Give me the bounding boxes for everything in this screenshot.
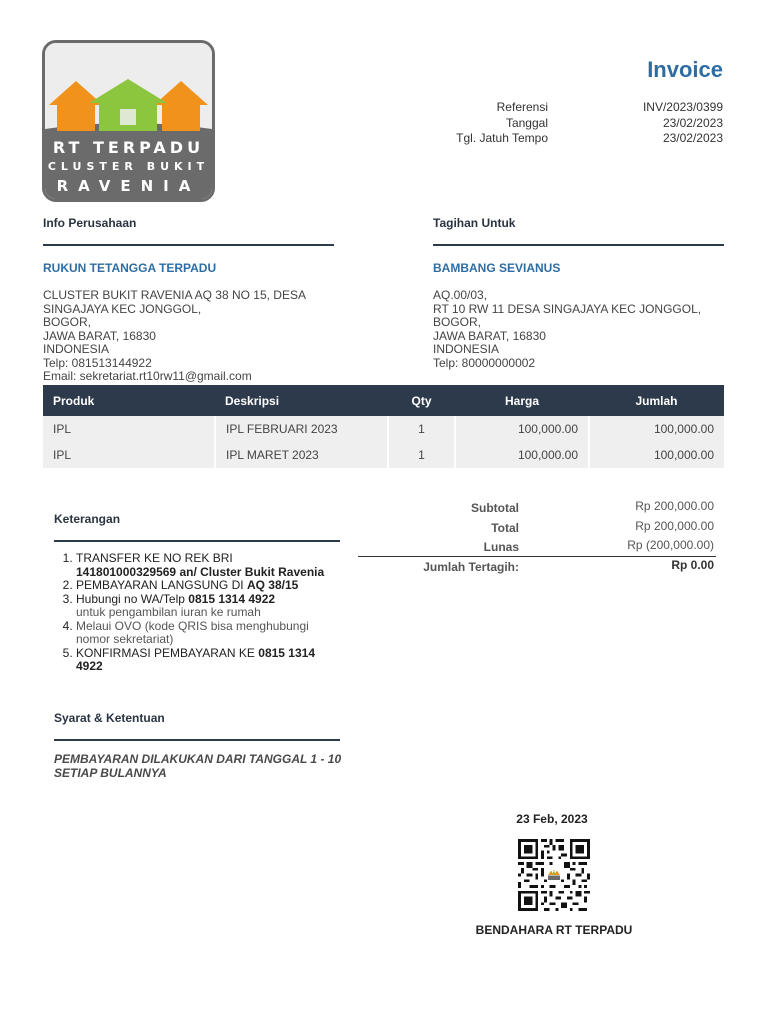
cell-qty: 1 bbox=[388, 416, 455, 442]
logo-line1: RT TERPADU bbox=[52, 138, 205, 157]
signature-date: 23 Feb, 2023 bbox=[516, 812, 588, 826]
company-address: CLUSTER BUKIT RAVENIA AQ 38 NO 15, DESA SINGAJAYA KEC JONGGOL, BOGOR, JAWA BARAT, 16830 INDONESIA Telp: 081513144922 Email: sekretariat.rt10rw11@gmail.com bbox=[43, 288, 306, 383]
terms-title: Syarat & Ketentuan bbox=[54, 711, 165, 725]
notes-title: Keterangan bbox=[54, 512, 121, 526]
company-name: RUKUN TETANGGA TERPADU bbox=[43, 261, 217, 275]
terms-divider bbox=[54, 739, 340, 741]
invoice-meta-values bbox=[643, 100, 723, 147]
customer-address: AQ.00/03, RT 10 RW 11 DESA SINGAJAYA KEC JONGGOL, BOGOR, JAWA BARAT, 16830 INDONESIA Telp: 80000000002 bbox=[433, 288, 702, 370]
totals-block bbox=[358, 497, 716, 575]
col-description: Deskripsi bbox=[215, 385, 388, 416]
date-label: Tanggal bbox=[505, 115, 548, 130]
logo-line2: CLUSTER BUKIT bbox=[47, 160, 210, 173]
cell-qty: 1 bbox=[388, 442, 455, 468]
list-item bbox=[76, 579, 341, 593]
list-item bbox=[76, 593, 341, 620]
phone-number: 0815 1314 4922 bbox=[188, 591, 276, 606]
list-item bbox=[76, 647, 341, 674]
subtotal-value: Rp 200,000.00 bbox=[635, 499, 714, 513]
paid-row bbox=[358, 536, 716, 556]
address-code: AQ 38/15 bbox=[246, 578, 299, 592]
confirm-phone-number: 0815 1314 4922 bbox=[76, 645, 315, 673]
note-text: TRANSFER KE NO REK BRI bbox=[76, 551, 233, 565]
customer-name: BAMBANG SEVIANUS bbox=[433, 261, 561, 275]
items-table bbox=[43, 385, 724, 468]
note-text: PEMBAYARAN LANGSUNG DI bbox=[76, 578, 247, 592]
note-text: KONFIRMASI PEMBAYARAN KE bbox=[76, 645, 259, 660]
cell-description: IPL FEBRUARI 2023 bbox=[215, 416, 388, 442]
bill-to-section-title: Tagihan Untuk bbox=[433, 216, 516, 230]
cell-amount: 100,000.00 bbox=[589, 416, 724, 442]
company-divider bbox=[43, 244, 334, 246]
subtotal-row bbox=[358, 497, 716, 517]
invoice-title: Invoice bbox=[647, 57, 723, 82]
cell-amount: 100,000.00 bbox=[589, 442, 724, 468]
notes-list bbox=[76, 552, 341, 674]
list-item bbox=[76, 620, 341, 647]
table-header-row bbox=[43, 385, 724, 416]
amount-due-value: Rp 0.00 bbox=[671, 557, 714, 572]
total-label: Total bbox=[491, 520, 519, 535]
terms-text: PEMBAYARAN DILAKUKAN DARI TANGGAL 1 - 10 SETIAP BULANNYA bbox=[54, 752, 342, 780]
table-row bbox=[43, 416, 724, 442]
note-subtext: untuk pengambilan iuran ke rumah bbox=[76, 605, 261, 619]
col-price: Harga bbox=[455, 385, 589, 416]
cell-description: IPL MARET 2023 bbox=[215, 442, 388, 468]
notes-divider bbox=[54, 540, 340, 542]
cell-price: 100,000.00 bbox=[455, 442, 589, 468]
col-product: Produk bbox=[43, 385, 215, 416]
paid-label: Lunas bbox=[483, 540, 519, 554]
total-row bbox=[358, 517, 716, 537]
due-date-value: 23/02/2023 bbox=[662, 131, 723, 145]
invoice-meta-labels bbox=[456, 100, 548, 147]
note-text: Hubungi no WA/Telp bbox=[76, 591, 189, 606]
qr-code-icon bbox=[516, 839, 592, 911]
subtotal-label: Subtotal bbox=[471, 501, 519, 515]
paid-value: Rp (200,000.00) bbox=[627, 538, 714, 552]
ref-value: INV/2023/0399 bbox=[642, 100, 723, 114]
cell-price: 100,000.00 bbox=[455, 416, 589, 442]
total-value: Rp 200,000.00 bbox=[635, 518, 714, 533]
col-amount: Jumlah bbox=[589, 385, 724, 416]
amount-due-label: Jumlah Tertagih: bbox=[423, 559, 519, 574]
bill-to-divider bbox=[433, 244, 724, 246]
logo-line3: RAVENIA bbox=[56, 177, 201, 195]
list-item bbox=[76, 552, 341, 579]
amount-due-row bbox=[358, 556, 716, 576]
table-row bbox=[43, 442, 724, 468]
company-section-title: Info Perusahaan bbox=[43, 216, 137, 230]
note-text: Melaui OVO (kode QRIS bisa menghubungi nomor sekretariat) bbox=[76, 618, 309, 646]
date-value: 23/02/2023 bbox=[662, 115, 723, 130]
due-date-label: Tgl. Jatuh Tempo bbox=[456, 131, 548, 145]
cell-product: IPL bbox=[43, 442, 215, 468]
cell-product: IPL bbox=[43, 416, 215, 442]
col-qty: Qty bbox=[388, 385, 455, 416]
bank-account: 141801000329569 an/ Cluster Bukit Ravenia bbox=[76, 564, 325, 579]
signer-title: BENDAHARA RT TERPADU bbox=[475, 923, 633, 937]
company-logo bbox=[42, 40, 215, 202]
ref-label: Referensi bbox=[496, 100, 548, 114]
house-roofs-icon bbox=[45, 43, 212, 199]
